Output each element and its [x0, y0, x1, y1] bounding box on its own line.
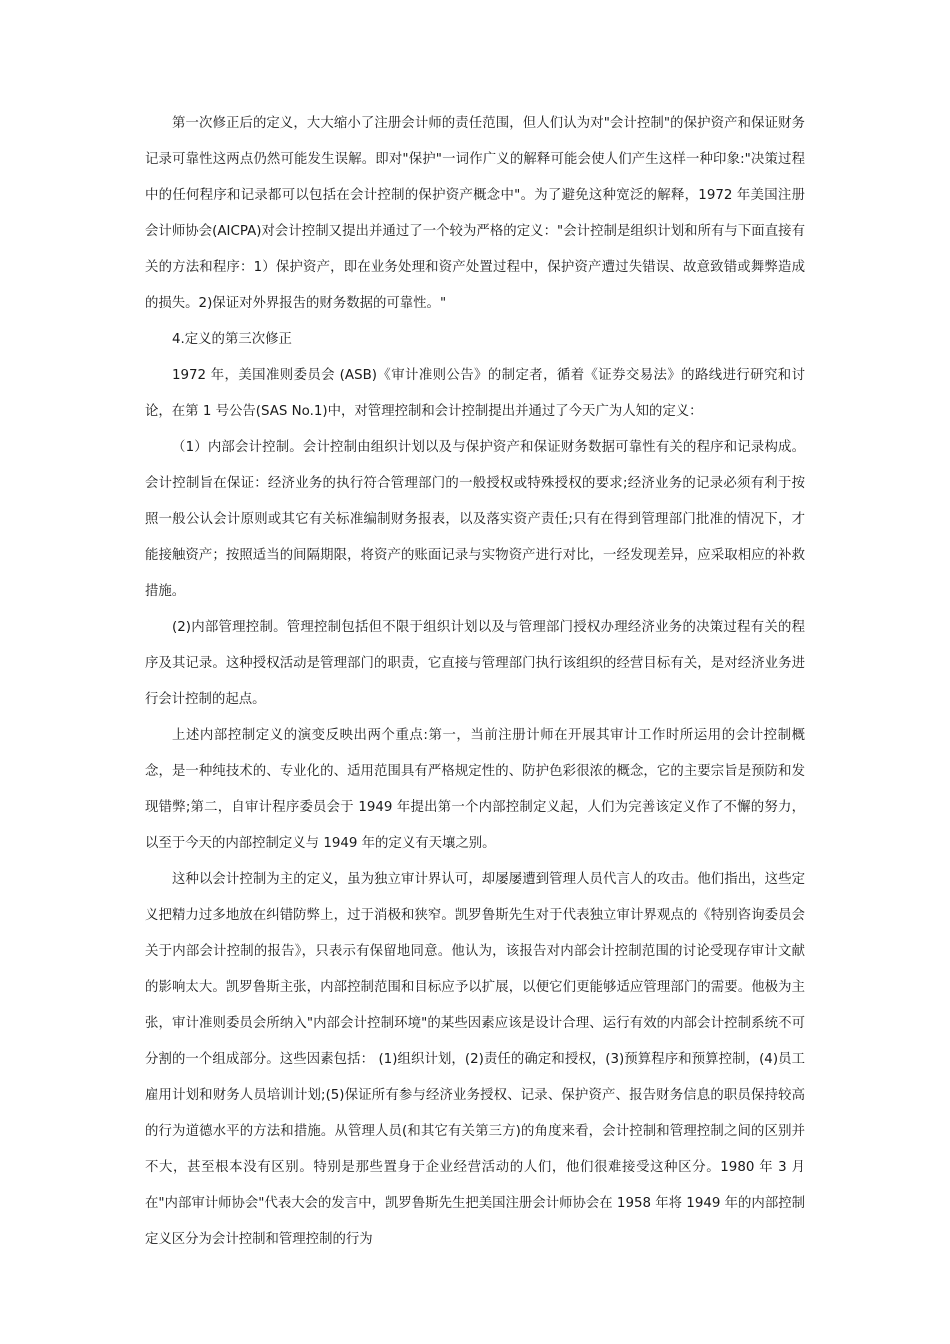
- paragraph-sas-no1: 1972 年，美国准则委员会 (ASB)《审计准则公告》的制定者，循着《证券交易法》的路线进行研究和讨论，在第 1 号公告(SAS No.1)中，对管理控制和会计控制提出并通过了今天广为人知的定义：: [145, 368, 805, 419]
- section-heading-third-revision: 4.定义的第三次修正: [172, 332, 292, 347]
- paragraph-internal-accounting-control: （1）内部会计控制。会计控制由组织计划以及与保护资产和保证财务数据可靠性有关的程序和记录构成。会计控制旨在保证：经济业务的执行符合管理部门的一般授权或特殊授权的要求;经济业务的记录必须有利于按照一般公认会计原则或其它有关标准编制财务报表，以及落实资产责任;只有在得到管理部门批准的情况下，才能接触资产；按照适当的间隔期限，将资产的账面记录与实物资产进行对比，一经发现差异，应采取相应的补救措施。: [145, 440, 805, 599]
- paragraph-internal-management-control: (2)内部管理控制。管理控制包括但不限于组织计划以及与管理部门授权办理经济业务的决策过程有关的程序及其记录。这种授权活动是管理部门的职责，它直接与管理部门执行该组织的经营目标有关，是对经济业务进行会计控制的起点。: [145, 620, 805, 707]
- paragraph-first-revision: 第一次修正后的定义，大大缩小了注册会计师的责任范围，但人们认为对"会计控制"的保护资产和保证财务记录可靠性这两点仍然可能发生误解。即对"保护"一词作广义的解释可能会使人们产生这样一种印象:"决策过程中的任何程序和记录都可以包括在会计控制的保护资产概念中"。为了避免这种宽泛的解释，1972 年美国注册会计师协会(AICPA)对会计控制又提出并通过了一个较为严格的定义："会计控制是组织计划和所有与下面直接有关的方法和程序：1）保护资产，即在业务处理和资产处置过程中，保护资产遭过失错误、故意致错或舞弊造成的损失。2)保证对外界报吿的财务数据的可靠性。": [145, 116, 805, 311]
- document-page: [145, 106, 805, 1258]
- paragraph-criticism: 这种以会计控制为主的定义，虽为独立审计界认可，却屡屡遭到管理人员代言人的攻击。他们指出，这些定义把精力过多地放在纠错防弊上，过于消极和狭窄。凯罗鲁斯先生对于代表独立审计界观点的《特别咨询委员会关于内部会计控制的报告》，只表示有保留地同意。他认为，该报告对内部会计控制范围的讨论受现存审计文献的影响太大。凯罗鲁斯主张，内部控制范围和目标应予以扩展，以便它们更能够适应管理部门的需要。他极为主张，审计准则委员会所纳入"内部会计控制环境"的某些因素应该是设计合理、运行有效的内部会计控制系统不可分割的一个组成部分。这些因素包括： (1)组织计划，(2)责任的确定和授权，(3)预算程序和预算控制，(4)员工雇用计划和财务人员培训计划;(5)保证所有参与经济业务授权、记录、保护资产、报告财务信息的职员保持较高的行为道德水平的方法和措施。从管理人员(和其它有关第三方)的角度来看，会计控制和管理控制之间的区别并不大，甚至根本没有区别。特别是那些置身于企业经营活动的人们，他们很难接受这种区分。1980 年 3 月在"内部审计师协会"代表大会的发言中，凯罗鲁斯先生把美国注册会计师协会在 1958 年将 1949 年的内部控制定义区分为会计控制和管理控制的行为: [145, 872, 805, 1247]
- paragraph-evolution-summary: 上述内部控制定义的演变反映出两个重点:第一，当前注册计师在开展其审计工作时所运用的会计控制概念，是一种纯技术的、专业化的、适用范围具有严格规定性的、防护色彩很浓的概念，它的主要宗旨是预防和发现错弊;第二，自审计程序委员会于 1949 年提出第一个内部控制定义起，人们为完善该定义作了不懈的努力，以至于今天的内部控制定义与 1949 年的定义有天壤之别。: [145, 728, 805, 851]
